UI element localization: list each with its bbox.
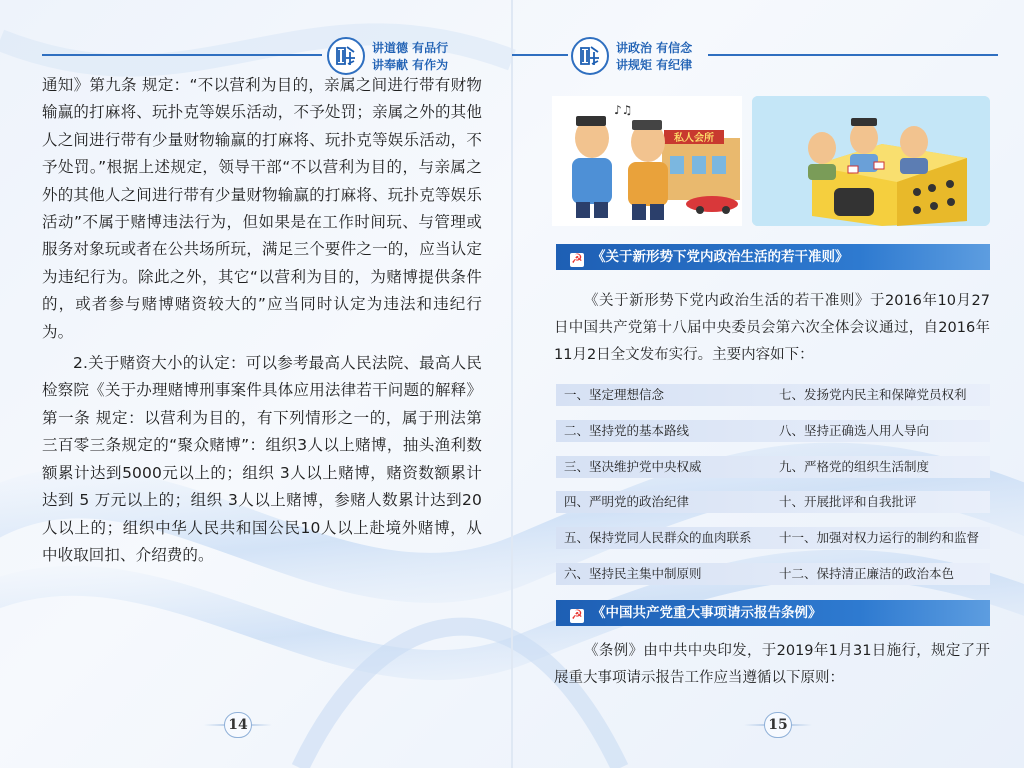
header-line — [708, 54, 998, 56]
principles-row — [556, 527, 990, 549]
right-page — [512, 0, 1024, 768]
section-title-1: 《关于新形势下党内政治生活的若干准则》 — [592, 249, 849, 265]
slogan-line-2: 讲规矩 有纪律 — [616, 58, 693, 72]
principle-item: 四、严明党的政治纪律 — [564, 494, 690, 510]
principles-row — [556, 456, 990, 478]
principle-item: 三、坚决维护党中央权威 — [564, 458, 702, 474]
header-line — [42, 54, 322, 56]
section-1-text: 《关于新形势下党内政治生活的若干准则》于2016年10月27日中国共产党第十八届中央委员会第六次全体会议通过，自2016年11月2日全文发布实行。主要内容如下： — [554, 293, 990, 363]
principle-item: 五、保持党同人民群众的血肉联系 — [564, 530, 752, 546]
principle-item: 一、坚定理想信念 — [564, 387, 665, 402]
private-club-illustration — [552, 96, 742, 226]
header-line — [512, 54, 568, 56]
slogan-line-1: 讲政治 有信念 — [616, 41, 693, 55]
principles-row — [556, 563, 990, 585]
principles-row — [556, 491, 990, 513]
section-title-bar-2 — [556, 600, 990, 626]
paragraph-1: 通知》第九条 规定：“不以营利为目的，亲属之间进行带有财物输赢的打麻将、玩扑克等娱乐活动，不予处罚；亲属之外的其他人之间进行带有少量财物输赢的打麻将、玩扑克等娱乐活动，不予处罚。”根据上述规定，领导干部“不以营利为目的，与亲属之外的其他人之间进行带有少量财物输赢的打麻将、玩扑克等娱乐活动”不属于赌博违法行为，但如果是在工作时间玩、与管理或服务对象玩或者在公共场所玩，满足三个要件之一的，应当认定为违纪行为。除此之外，其它“以营利为目的，为赌博提供条件的，或者参与赌博赌资较大的”应当同时认定为违法和违纪行为。 — [42, 76, 482, 341]
principle-item: 八、坚持正确选人用人导向 — [779, 422, 930, 438]
party-emblem-icon: ☭ — [571, 252, 583, 267]
principle-item: 六、坚持民主集中制原则 — [564, 565, 702, 581]
paragraph-2: 2.关于赌资大小的认定：可以参考最高人民法院、最高人民检察院《关于办理赌博刑事案件具体应用法律若干问题的解释》第一条 规定：以营利为目的，有下列情形之一的，属于刑法第三百零三条规定的“聚众赌博”：组织3人以上赌博，抽头渔利数额累计达到5000元以上的；组织 3人以上赌博，赌资数额累计达到 5 万元以上的；组织 3人以上赌博，参赌人数累计达到20人以上的；组织中华人民共和国公民10人以上赴境外赌博，从中收取回扣、介绍费的。 — [42, 354, 482, 564]
principles-grid — [556, 384, 990, 599]
header-slogan — [616, 40, 692, 74]
principle-item: 十二、保持清正廉洁的政治本色 — [779, 565, 955, 581]
svg-text:♪♫: ♪♫ — [614, 103, 633, 117]
principle-item: 十一、加强对权力运行的制约和监督 — [779, 530, 980, 546]
principles-row — [556, 420, 990, 442]
section-title-bar-1 — [556, 244, 990, 270]
logo-icon — [326, 36, 366, 76]
principle-item: 九、严格党的组织生活制度 — [779, 458, 930, 474]
left-body-text — [42, 72, 482, 569]
section-2-text: 《条例》由中共中央印发，于2019年1月31日施行，规定了开展重大事项请示报告工作应当遵循以下原则： — [554, 643, 990, 686]
principle-item: 二、坚持党的基本路线 — [564, 422, 690, 438]
section-title-2: 《中国共产党重大事项请示报告条例》 — [592, 605, 822, 621]
slogan-line-2: 讲奉献 有作为 — [372, 58, 449, 72]
right-header — [512, 36, 1024, 80]
principle-item: 十、开展批评和自我批评 — [779, 494, 917, 510]
club-sign: 私人会所 — [674, 133, 714, 144]
page-number-right: 15 — [762, 712, 794, 738]
party-emblem-icon: ☭ — [571, 608, 583, 623]
logo-icon — [570, 36, 610, 76]
principles-row — [556, 384, 990, 406]
slogan-line-1: 讲道德 有品行 — [372, 41, 449, 55]
page-number-left: 14 — [222, 712, 254, 738]
header-slogan — [372, 40, 448, 74]
gambling-dice-illustration — [752, 96, 990, 226]
principle-item: 七、发扬党内民主和保障党员权利 — [779, 387, 967, 402]
